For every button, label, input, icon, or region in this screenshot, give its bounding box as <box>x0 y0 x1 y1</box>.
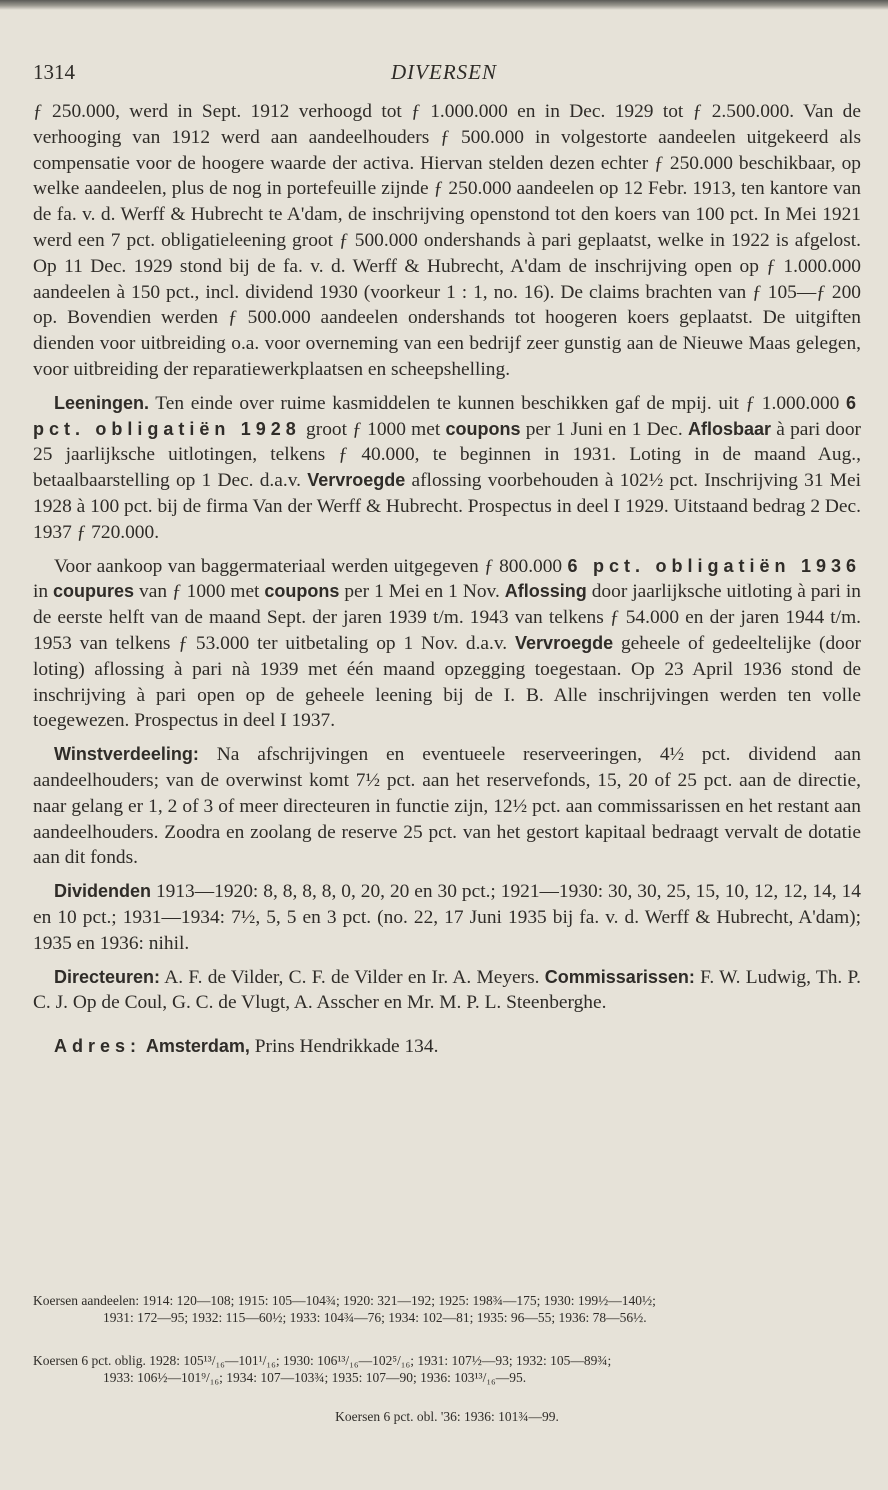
aflossing-term: Aflossing <box>504 581 587 602</box>
bagger-text: in <box>33 581 54 603</box>
price-table-aandeelen <box>33 1292 861 1326</box>
leeningen-paragraph <box>33 391 861 546</box>
running-title: DIVERSEN <box>391 60 497 84</box>
price-table-obl-1936 <box>33 1408 861 1425</box>
coupures-term: coupures <box>53 581 135 602</box>
leeningen-text: Ten einde over ruime kasmiddelen te kunnen beschikken gaf de mpij. uit ƒ 1.000.000 <box>149 392 846 414</box>
leeningen-heading: Leeningen. <box>54 392 150 413</box>
price-line: Koersen 6 pct. obl. '36: 1936: 101¾—99. <box>335 1409 559 1424</box>
commissarissen-heading: Commissarissen: <box>544 966 695 987</box>
obligation-1928-title: 6 pct. obligatiën 1928 <box>33 392 861 439</box>
commissarissen-text: F. W. Ludwig, Th. P. C. J. Op de Coul, G. C. de Vlugt, A. Asscher en Mr. M. P. L. Steenberghe. <box>33 966 861 1014</box>
bagger-text: geheele of gedeeltelijke (door loting) aflossing à pari nà 1939 met één maand opzegging toegestaan. Op 23 April 1936 stond de inschrijving à pari open op de geheele leening bij de I. B. Alle inschrijvingen werden ten volle toegewezen. Prospectus in deel I 1937. <box>33 632 861 732</box>
coupons-term: coupons <box>445 418 521 439</box>
coupons-term: coupons <box>264 581 340 602</box>
leeningen-text: groot ƒ 1000 met <box>300 418 446 440</box>
price-line: 1933: 106½—101⁹/₁₆; 1934: 107—103¾; 1935: 107—90; 1936: 103¹³/₁₆—95. <box>103 1370 527 1385</box>
bagger-paragraph <box>33 554 861 735</box>
price-line: 1931: 172—95; 1932: 115—60½; 1933: 104¾—76; 1934: 102—81; 1935: 96—55; 1936: 78—56½. <box>103 1310 647 1325</box>
intro-paragraph: ƒ 250.000, werd in Sept. 1912 verhoogd tot ƒ 1.000.000 en in Dec. 1929 tot ƒ 2.500.000. Van de verhooging van 1912 werd aan aandeelhouders ƒ 500.000 in volgestorte aandeelen uitgekeerd als compensatie voor de hoogere waarde der activa. Hiervan stelden dezen echter ƒ 250.000 beschikbaar, op welke aandeelen, plus de nog in portefeuille zijnde ƒ 250.000 aandeelen op 12 Febr. 1913, ten kantore van de fa. v. d. Werff & Hubrecht te A'dam, de inschrijving openstond tot den koers van 100 pct. In Mei 1921 werd een 7 pct. obligatieleening groot ƒ 500.000 ondershands à pari geplaatst, welke in 1922 is afgelost. Op 11 Dec. 1929 stond bij de fa. v. d. Werff & Hubrecht, A'dam de inschrijving open op ƒ 1.000.000 aandeelen à 150 pct., incl. dividend 1930 (voorkeur 1 : 1, no. 16). De claims brachten van ƒ 105—ƒ 200 op. Bovendien werden ƒ 500.000 aandeelen ondershands tot hoogeren koers geplaatst. De uitgiften dienden voor uitbreiding o.a. voor overneming van een bedrijf zeer gunstig aan de Nieuwe Maas gelegen, voor uitbreiding der reparatiewerkplaatsen en scheepshelling. <box>33 101 861 380</box>
obligation-1936-title: 6 pct. obligatiën 1936 <box>567 555 861 576</box>
directeuren-text: A. F. de Vilder, C. F. de Vilder en Ir. A. Meyers. <box>160 966 545 988</box>
winstverdeeling-heading: Winstverdeeling: <box>54 744 199 765</box>
adres-paragraph <box>33 1034 861 1060</box>
page-number: 1314 <box>33 60 75 84</box>
vervroegde-term: Vervroegde <box>515 632 614 653</box>
adres-heading: Adres: <box>54 1036 142 1057</box>
body-text <box>33 99 861 1060</box>
leeningen-text: à pari door 25 jaarlijksche uitlotingen, telkens ƒ 40.000, te beginnen in 1931. Loting in de maand Aug., betaalbaarstelling op 1 Dec. d.a.v. <box>33 418 861 492</box>
winstverdeeling-text: Na afschrijvingen en eventueele reserveeringen, 4½ pct. dividend aan aandeelhouders; van de overwinst komt 7½ pct. aan het reservefonds, 15, 20 of 25 pct. aan de directie, naar gelang er 1, 2 of 3 of meer directeuren in functie zijn, 12½ pct. aan commissarissen en het restant aan aandeelhouders. Zoodra en zoolang de reserve 25 pct. van het gestort kapitaal bedraagt vervalt de dotatie aan dit fonds. <box>33 744 861 869</box>
bagger-text: door jaarlijksche uitloting à pari in de eerste helft van de maand Sept. der jaren 1939 t/m. 1943 van telkens ƒ 54.000 en der jaren 1944 t/m. 1953 van telkens ƒ 53.000 ter uitbetaling op 1 Nov. d.a.v. <box>33 581 861 654</box>
directeuren-paragraph <box>33 965 861 1017</box>
adres-street: Prins Hendrikkade 134. <box>249 1036 439 1058</box>
bagger-text: van ƒ 1000 met <box>134 581 265 603</box>
dividenden-paragraph <box>33 879 861 956</box>
aflosbaar-term: Aflosbaar <box>687 418 771 439</box>
price-line: Koersen 6 pct. oblig. 1928: 105¹³/₁₆—101¹/₁₆; 1930: 106¹³/₁₆—102⁵/₁₆; 1931: 107½—93; 1932: 105—89¾; <box>33 1353 612 1368</box>
price-table-oblig-1928 <box>33 1352 861 1386</box>
vervroegde-term: Vervroegde <box>307 470 406 491</box>
winstverdeeling-paragraph <box>33 742 861 871</box>
page-header <box>33 60 855 90</box>
scan-edge <box>0 0 888 10</box>
leeningen-text: per 1 Juni en 1 Dec. <box>520 418 688 440</box>
bagger-text: Voor aankoop van baggermateriaal werden uitgegeven ƒ 800.000 <box>54 555 568 577</box>
price-line: Koersen aandeelen: 1914: 120—108; 1915: 105—104¾; 1920: 321—192; 1925: 198¾—175; 1930: 199½—140½; <box>33 1293 656 1308</box>
leeningen-text: aflossing voorbehouden à 102½ pct. Inschrijving 31 Mei 1928 à 100 pct. bij de firma Van der Werff & Hubrecht. Prospectus in deel I 1929. Uitstaand bedrag 2 Dec. 1937 ƒ 720.000. <box>33 470 861 543</box>
adres-city: Amsterdam, <box>145 1036 250 1057</box>
directeuren-heading: Directeuren: <box>54 966 161 987</box>
bagger-text: per 1 Mei en 1 Nov. <box>339 581 505 603</box>
dividenden-text: 1913—1920: 8, 8, 8, 8, 0, 20, 20 en 30 pct.; 1921—1930: 30, 30, 25, 15, 10, 12, 12, 14, 14 en 10 pct.; 1931—1934: 7½, 5, 5 en 3 pct. (no. 22, 17 Juni 1935 bij fa. v. d. Werff & Hubrecht, A'dam); 1935 en 1936: nihil. <box>33 881 861 954</box>
dividenden-heading: Dividenden <box>54 881 152 902</box>
